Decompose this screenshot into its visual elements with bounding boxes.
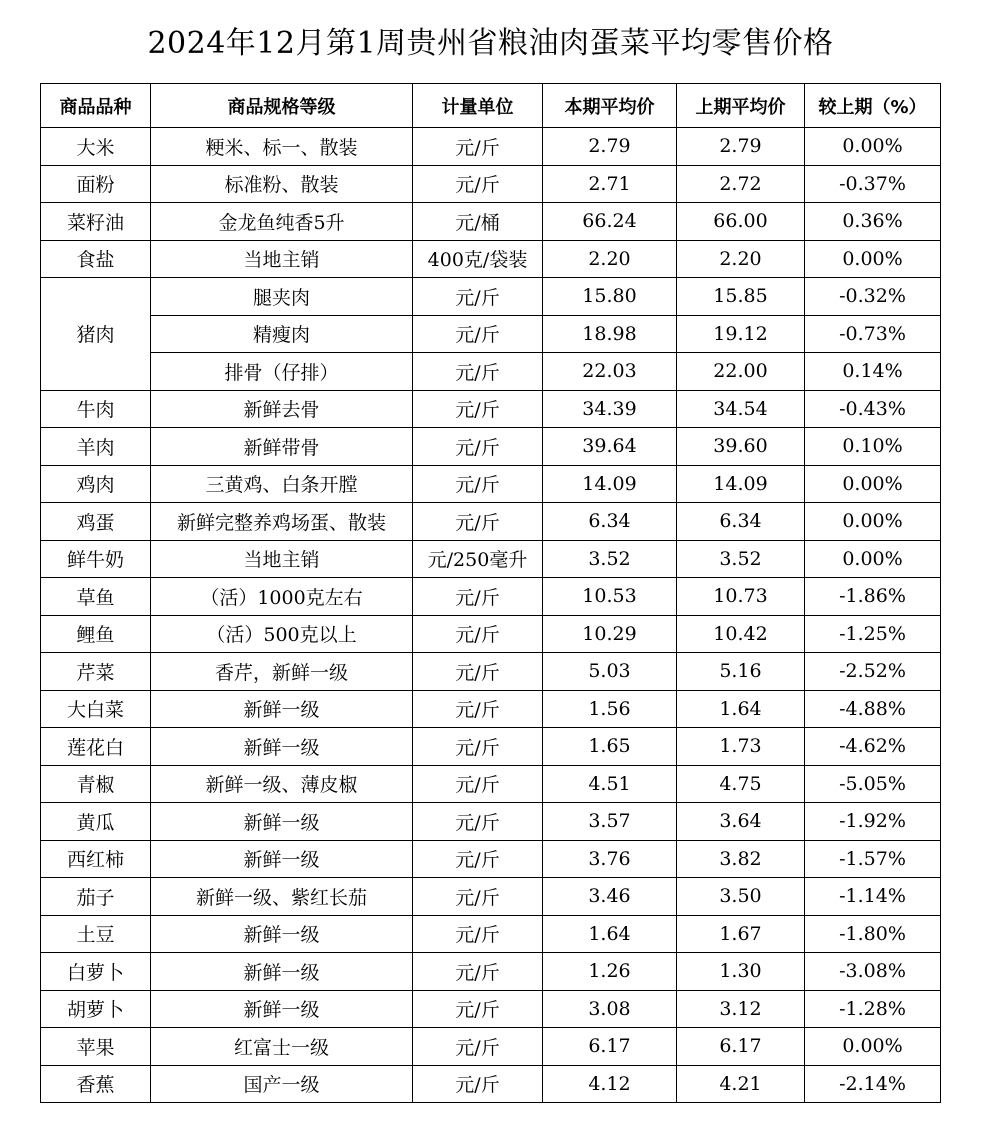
cell-current-price: 34.39 xyxy=(543,390,677,428)
cell-previous-price: 4.75 xyxy=(677,765,805,803)
cell-spec: 排骨（仔排） xyxy=(151,353,413,391)
cell-change: -2.14% xyxy=(805,1065,941,1103)
cell-spec: 新鲜一级 xyxy=(151,915,413,953)
cell-unit: 元/斤 xyxy=(413,803,543,841)
table-row xyxy=(41,990,941,1028)
cell-variety: 黄瓜 xyxy=(41,803,151,841)
cell-spec: 新鲜带骨 xyxy=(151,428,413,466)
cell-variety: 白萝卜 xyxy=(41,953,151,991)
header-spec: 商品规格等级 xyxy=(151,84,413,128)
cell-variety: 芹菜 xyxy=(41,653,151,691)
cell-unit: 元/斤 xyxy=(413,1028,543,1066)
cell-variety: 菜籽油 xyxy=(41,203,151,241)
cell-previous-price: 3.64 xyxy=(677,803,805,841)
cell-spec: 新鲜一级 xyxy=(151,953,413,991)
cell-current-price: 3.08 xyxy=(543,990,677,1028)
table-row xyxy=(41,1065,941,1103)
cell-previous-price: 14.09 xyxy=(677,465,805,503)
cell-variety: 猪肉 xyxy=(41,278,151,391)
cell-current-price: 6.34 xyxy=(543,503,677,541)
cell-spec: 标准粉、散装 xyxy=(151,165,413,203)
cell-unit: 元/斤 xyxy=(413,990,543,1028)
cell-unit: 元/桶 xyxy=(413,203,543,241)
table-row xyxy=(41,728,941,766)
page-title: 2024年12月第1周贵州省粮油肉蛋菜平均零售价格 xyxy=(147,26,834,61)
cell-variety: 西红柿 xyxy=(41,840,151,878)
cell-current-price: 5.03 xyxy=(543,653,677,691)
header-previous-price: 上期平均价 xyxy=(677,84,805,128)
cell-spec: 新鲜一级 xyxy=(151,990,413,1028)
cell-current-price: 3.46 xyxy=(543,878,677,916)
cell-change: -4.62% xyxy=(805,728,941,766)
cell-previous-price: 66.00 xyxy=(677,203,805,241)
cell-unit: 元/斤 xyxy=(413,728,543,766)
cell-unit: 元/斤 xyxy=(413,878,543,916)
cell-current-price: 39.64 xyxy=(543,428,677,466)
cell-unit: 元/斤 xyxy=(413,915,543,953)
cell-variety: 莲花白 xyxy=(41,728,151,766)
cell-current-price: 6.17 xyxy=(543,1028,677,1066)
cell-spec: 粳米、标一、散装 xyxy=(151,128,413,166)
cell-spec: 新鲜一级 xyxy=(151,840,413,878)
cell-current-price: 1.56 xyxy=(543,690,677,728)
table-row xyxy=(41,803,941,841)
cell-unit: 元/斤 xyxy=(413,353,543,391)
cell-unit: 元/斤 xyxy=(413,465,543,503)
cell-spec: 香芹，新鲜一级 xyxy=(151,653,413,691)
cell-unit: 元/斤 xyxy=(413,765,543,803)
cell-previous-price: 10.42 xyxy=(677,615,805,653)
table-row xyxy=(41,203,941,241)
cell-change: -0.43% xyxy=(805,390,941,428)
table-row xyxy=(41,465,941,503)
cell-previous-price: 1.73 xyxy=(677,728,805,766)
table-row xyxy=(41,615,941,653)
table-row xyxy=(41,503,941,541)
cell-change: -2.52% xyxy=(805,653,941,691)
table-row xyxy=(41,128,941,166)
cell-previous-price: 1.67 xyxy=(677,915,805,953)
cell-unit: 元/斤 xyxy=(413,690,543,728)
cell-change: -0.73% xyxy=(805,315,941,353)
cell-unit: 元/斤 xyxy=(413,278,543,316)
cell-current-price: 10.29 xyxy=(543,615,677,653)
header-variety: 商品品种 xyxy=(41,84,151,128)
header-unit: 计量单位 xyxy=(413,84,543,128)
cell-previous-price: 6.34 xyxy=(677,503,805,541)
cell-change: 0.00% xyxy=(805,540,941,578)
cell-unit: 元/斤 xyxy=(413,578,543,616)
cell-previous-price: 2.20 xyxy=(677,240,805,278)
cell-current-price: 14.09 xyxy=(543,465,677,503)
cell-change: -1.25% xyxy=(805,615,941,653)
cell-variety: 食盐 xyxy=(41,240,151,278)
cell-variety: 青椒 xyxy=(41,765,151,803)
cell-variety: 草鱼 xyxy=(41,578,151,616)
cell-previous-price: 3.82 xyxy=(677,840,805,878)
cell-variety: 大白菜 xyxy=(41,690,151,728)
cell-previous-price: 5.16 xyxy=(677,653,805,691)
table-row xyxy=(41,315,941,353)
cell-change: 0.00% xyxy=(805,128,941,166)
cell-spec: 精瘦肉 xyxy=(151,315,413,353)
cell-change: 0.36% xyxy=(805,203,941,241)
table-row xyxy=(41,428,941,466)
cell-spec: 当地主销 xyxy=(151,240,413,278)
cell-spec: 新鲜一级、薄皮椒 xyxy=(151,765,413,803)
cell-unit: 元/斤 xyxy=(413,128,543,166)
cell-variety: 香蕉 xyxy=(41,1065,151,1103)
cell-previous-price: 1.30 xyxy=(677,953,805,991)
header-current-price: 本期平均价 xyxy=(543,84,677,128)
cell-current-price: 2.79 xyxy=(543,128,677,166)
cell-change: 0.00% xyxy=(805,1028,941,1066)
cell-variety: 胡萝卜 xyxy=(41,990,151,1028)
cell-unit: 元/斤 xyxy=(413,390,543,428)
cell-change: 0.00% xyxy=(805,465,941,503)
table-row xyxy=(41,878,941,916)
cell-variety: 大米 xyxy=(41,128,151,166)
cell-unit: 元/斤 xyxy=(413,428,543,466)
table-row xyxy=(41,278,941,316)
cell-change: -5.05% xyxy=(805,765,941,803)
cell-spec: 新鲜一级 xyxy=(151,803,413,841)
cell-current-price: 3.76 xyxy=(543,840,677,878)
cell-change: -1.80% xyxy=(805,915,941,953)
cell-current-price: 2.71 xyxy=(543,165,677,203)
cell-change: -0.37% xyxy=(805,165,941,203)
cell-current-price: 3.52 xyxy=(543,540,677,578)
cell-spec: 三黄鸡、白条开膛 xyxy=(151,465,413,503)
cell-change: -4.88% xyxy=(805,690,941,728)
table-row xyxy=(41,1028,941,1066)
cell-change: -1.86% xyxy=(805,578,941,616)
cell-spec: 新鲜一级 xyxy=(151,728,413,766)
table-row xyxy=(41,353,941,391)
cell-current-price: 3.57 xyxy=(543,803,677,841)
cell-spec: 红富士一级 xyxy=(151,1028,413,1066)
table-header-row xyxy=(41,84,941,128)
cell-previous-price: 2.79 xyxy=(677,128,805,166)
cell-change: 0.00% xyxy=(805,240,941,278)
cell-change: 0.10% xyxy=(805,428,941,466)
table-row xyxy=(41,915,941,953)
cell-spec: 新鲜去骨 xyxy=(151,390,413,428)
cell-unit: 元/250毫升 xyxy=(413,540,543,578)
cell-variety: 苹果 xyxy=(41,1028,151,1066)
cell-unit: 元/斤 xyxy=(413,315,543,353)
cell-current-price: 10.53 xyxy=(543,578,677,616)
cell-current-price: 66.24 xyxy=(543,203,677,241)
cell-previous-price: 4.21 xyxy=(677,1065,805,1103)
cell-previous-price: 6.17 xyxy=(677,1028,805,1066)
cell-previous-price: 39.60 xyxy=(677,428,805,466)
cell-variety: 牛肉 xyxy=(41,390,151,428)
cell-previous-price: 10.73 xyxy=(677,578,805,616)
table-row xyxy=(41,690,941,728)
table-row xyxy=(41,653,941,691)
cell-unit: 元/斤 xyxy=(413,953,543,991)
cell-previous-price: 3.12 xyxy=(677,990,805,1028)
table-row xyxy=(41,840,941,878)
table-row xyxy=(41,165,941,203)
cell-previous-price: 34.54 xyxy=(677,390,805,428)
cell-previous-price: 19.12 xyxy=(677,315,805,353)
cell-variety: 茄子 xyxy=(41,878,151,916)
cell-current-price: 4.51 xyxy=(543,765,677,803)
cell-variety: 羊肉 xyxy=(41,428,151,466)
cell-change: -1.14% xyxy=(805,878,941,916)
cell-variety: 面粉 xyxy=(41,165,151,203)
cell-previous-price: 1.64 xyxy=(677,690,805,728)
cell-spec: 金龙鱼纯香5升 xyxy=(151,203,413,241)
cell-variety: 鲜牛奶 xyxy=(41,540,151,578)
cell-current-price: 1.64 xyxy=(543,915,677,953)
cell-current-price: 1.26 xyxy=(543,953,677,991)
cell-change: -3.08% xyxy=(805,953,941,991)
cell-change: 0.00% xyxy=(805,503,941,541)
cell-current-price: 4.12 xyxy=(543,1065,677,1103)
cell-change: -1.92% xyxy=(805,803,941,841)
cell-previous-price: 3.50 xyxy=(677,878,805,916)
cell-spec: （活）1000克左右 xyxy=(151,578,413,616)
cell-previous-price: 3.52 xyxy=(677,540,805,578)
cell-unit: 元/斤 xyxy=(413,1065,543,1103)
cell-current-price: 15.80 xyxy=(543,278,677,316)
cell-current-price: 18.98 xyxy=(543,315,677,353)
table-row xyxy=(41,953,941,991)
cell-previous-price: 22.00 xyxy=(677,353,805,391)
cell-spec: 新鲜完整养鸡场蛋、散装 xyxy=(151,503,413,541)
cell-spec: 新鲜一级 xyxy=(151,690,413,728)
price-table xyxy=(40,83,941,1103)
table-row xyxy=(41,765,941,803)
cell-spec: 国产一级 xyxy=(151,1065,413,1103)
cell-unit: 元/斤 xyxy=(413,615,543,653)
cell-change: -0.32% xyxy=(805,278,941,316)
table-row xyxy=(41,240,941,278)
cell-unit: 元/斤 xyxy=(413,503,543,541)
table-body xyxy=(41,128,941,1103)
cell-previous-price: 15.85 xyxy=(677,278,805,316)
cell-current-price: 22.03 xyxy=(543,353,677,391)
cell-spec: 当地主销 xyxy=(151,540,413,578)
cell-variety: 鲤鱼 xyxy=(41,615,151,653)
table-row xyxy=(41,390,941,428)
cell-current-price: 1.65 xyxy=(543,728,677,766)
cell-spec: （活）500克以上 xyxy=(151,615,413,653)
cell-unit: 元/斤 xyxy=(413,653,543,691)
cell-current-price: 2.20 xyxy=(543,240,677,278)
cell-variety: 鸡蛋 xyxy=(41,503,151,541)
cell-change: -1.28% xyxy=(805,990,941,1028)
cell-unit: 元/斤 xyxy=(413,165,543,203)
cell-previous-price: 2.72 xyxy=(677,165,805,203)
table-row xyxy=(41,578,941,616)
cell-change: -1.57% xyxy=(805,840,941,878)
cell-change: 0.14% xyxy=(805,353,941,391)
cell-unit: 元/斤 xyxy=(413,840,543,878)
table-row xyxy=(41,540,941,578)
cell-spec: 新鲜一级、紫红长茄 xyxy=(151,878,413,916)
header-change: 较上期（%） xyxy=(805,84,941,128)
cell-variety: 土豆 xyxy=(41,915,151,953)
cell-unit: 400克/袋装 xyxy=(413,240,543,278)
cell-spec: 腿夹肉 xyxy=(151,278,413,316)
cell-variety: 鸡肉 xyxy=(41,465,151,503)
